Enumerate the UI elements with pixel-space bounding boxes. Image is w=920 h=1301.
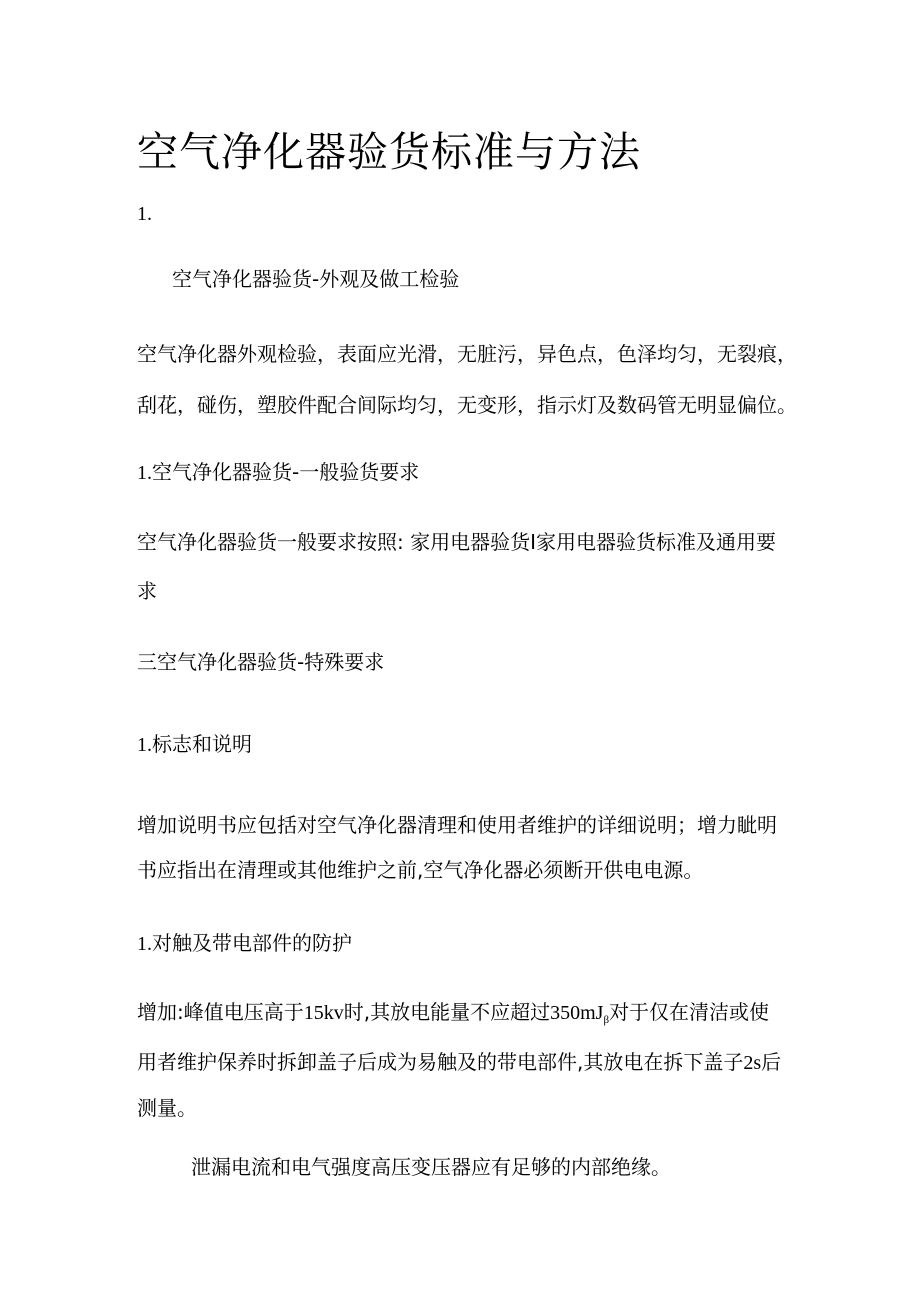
marking-heading-number: 1. (137, 734, 152, 756)
general-requirements-heading (137, 458, 419, 487)
protection-line1-part3: 对于仅在清洁或使 (609, 1000, 770, 1024)
marking-paragraph-line-1: 增加说明书应包括对空气净化器清理和使用者维护的详细说明；增力眦明 (137, 813, 777, 837)
protection-paragraph-line-1 (137, 998, 769, 1034)
protection-paragraph-line-2 (137, 1048, 781, 1077)
general-paragraph-line-2: 求 (137, 579, 157, 603)
protection-line2-part2: 后 (761, 1050, 782, 1074)
energy-subscript: β (603, 1014, 610, 1026)
protection-line2-part1: 用者维护保养时拆卸盖子后成为易触及的带电部件,其放电在拆下盖子 (137, 1050, 744, 1074)
appearance-paragraph-line-2: 刮花，碰伤，塑胶件配合间际均匀，无变形，指示灯及数码管无明显偏位。 (137, 393, 797, 417)
energy-value: 350mJ (550, 1002, 604, 1024)
marking-heading (137, 730, 252, 759)
special-requirements-heading: 三空气净化器验货-特殊要求 (137, 650, 385, 674)
document-title: 空气净化器验货标准与方法 (137, 128, 641, 176)
time-value: 2s (743, 1052, 762, 1074)
protection-heading-number: 1. (137, 933, 152, 955)
leakage-paragraph: 泄漏电流和电气强度高压变压器应有足够的内部绝缘。 (191, 1155, 671, 1179)
voltage-value: 15kv (303, 1002, 344, 1024)
marking-paragraph-line-2: 书应指出在清理或其他维护之前,空气净化器必须断开供电电源。 (137, 858, 704, 882)
protection-line1-part1: 增加:峰值电压高于 (137, 1000, 304, 1024)
protection-paragraph-line-3: 测量。 (137, 1096, 197, 1120)
appearance-paragraph-line-1: 空气净化器外观检验，表面应光滑，无脏污，异色点，色泽均匀，无裂痕， (137, 342, 797, 366)
section-number: 1. (137, 203, 152, 225)
protection-heading-text: 对触及带电部件的防护 (152, 931, 352, 955)
protection-heading (137, 929, 352, 958)
general-heading-number: 1. (137, 462, 152, 484)
section-heading: 空气净化器验货-外观及做工检验 (172, 267, 460, 291)
protection-line1-part2: 时,其放电能量不应超过 (343, 1000, 551, 1024)
general-heading-text: 空气净化器验货-一般验货要求 (152, 460, 420, 484)
marking-heading-text: 标志和说明 (152, 732, 252, 756)
general-paragraph-line-1: 空气净化器验货一般要求按照: 家用电器验货I家用电器验货标准及通用要 (137, 530, 776, 554)
